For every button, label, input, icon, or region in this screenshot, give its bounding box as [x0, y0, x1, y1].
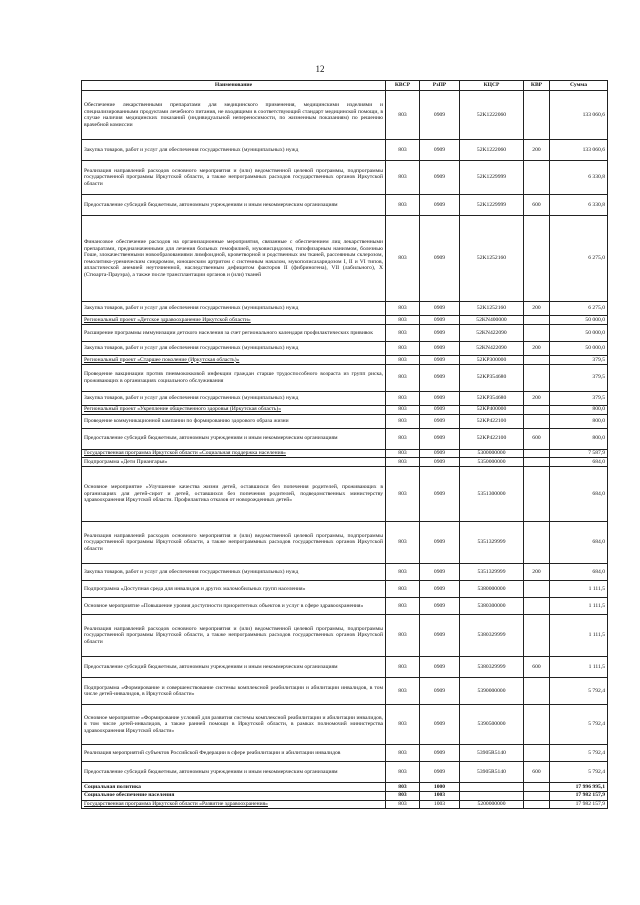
cell-kcsr: 52K1252160 [460, 216, 524, 302]
cell-kvr [524, 91, 550, 140]
cell-kcsr: 52K1222060 [460, 140, 524, 161]
cell-kcsr [460, 783, 524, 792]
cell-kvr: 200 [524, 341, 550, 355]
cell-sum: 5 792,4 [550, 678, 608, 705]
table-row [82, 316, 608, 325]
cell-sum: 800,0 [550, 414, 608, 428]
cell-kvsr: 803 [386, 341, 420, 355]
cell-rzpr: 0909 [420, 302, 460, 316]
cell-kcsr: 5380000000 [460, 581, 524, 598]
cell-rzpr: 0909 [420, 657, 460, 678]
cell-name: Государственная программа Иркутской области «Социальная поддержка населения» [82, 449, 386, 458]
cell-kvr [524, 705, 550, 745]
cell-sum: 1 111,5 [550, 657, 608, 678]
cell-kvsr: 803 [386, 783, 420, 792]
table-row [82, 449, 608, 458]
cell-rzpr: 0909 [420, 341, 460, 355]
cell-sum: 1 111,5 [550, 581, 608, 598]
cell-sum: 17 996 995,1 [550, 783, 608, 792]
cell-rzpr: 0909 [420, 678, 460, 705]
cell-rzpr: 0909 [420, 405, 460, 414]
cell-kvsr: 803 [386, 195, 420, 216]
cell-sum: 133 060,6 [550, 91, 608, 140]
cell-kcsr: 52KN422090 [460, 341, 524, 355]
table-row [82, 598, 608, 615]
cell-sum: 684,0 [550, 458, 608, 467]
cell-kcsr: 5350000000 [460, 458, 524, 467]
table-row [82, 458, 608, 467]
cell-kvr [524, 355, 550, 364]
cell-rzpr: 0909 [420, 414, 460, 428]
cell-sum: 5 792,4 [550, 705, 608, 745]
cell-name: Предоставление субсидий бюджетным, автономным учреждениям и иным некоммерческим организациям [82, 657, 386, 678]
cell-kvsr: 803 [386, 302, 420, 316]
cell-sum: 6 275,0 [550, 216, 608, 302]
table-row [82, 705, 608, 745]
cell-name: Подпрограмма «Дети Приангарья» [82, 458, 386, 467]
cell-kvsr: 803 [386, 91, 420, 140]
cell-kvr [524, 598, 550, 615]
cell-rzpr: 0909 [420, 762, 460, 783]
table-row [82, 391, 608, 405]
cell-kcsr: 5390000000 [460, 678, 524, 705]
cell-kcsr: 52K1229999 [460, 195, 524, 216]
cell-rzpr: 0909 [420, 449, 460, 458]
header-kvsr: КВСР [386, 81, 420, 91]
cell-kvr [524, 316, 550, 325]
cell-sum: 379,5 [550, 364, 608, 391]
cell-rzpr: 0909 [420, 458, 460, 467]
cell-sum: 684,0 [550, 522, 608, 564]
table-row [82, 195, 608, 216]
table-row [82, 302, 608, 316]
cell-kvsr: 803 [386, 657, 420, 678]
cell-kvsr: 803 [386, 791, 420, 800]
cell-kcsr: 5351300000 [460, 467, 524, 522]
cell-kvsr: 803 [386, 161, 420, 195]
cell-rzpr: 0909 [420, 195, 460, 216]
cell-kvsr: 803 [386, 598, 420, 615]
cell-rzpr: 1003 [420, 791, 460, 800]
cell-kcsr: 5380329999 [460, 657, 524, 678]
budget-table [81, 80, 608, 809]
cell-kvr [524, 745, 550, 762]
cell-kvsr: 803 [386, 216, 420, 302]
header-sum: Сумма [550, 81, 608, 91]
header-rzpr: РзПР [420, 81, 460, 91]
cell-name: Социальная политика [82, 783, 386, 792]
cell-kvr [524, 791, 550, 800]
cell-sum: 7 587,9 [550, 449, 608, 458]
cell-rzpr: 0909 [420, 91, 460, 140]
cell-kvsr: 803 [386, 364, 420, 391]
table-row [82, 791, 608, 800]
cell-sum: 50 000,0 [550, 341, 608, 355]
cell-rzpr: 0909 [420, 522, 460, 564]
cell-kcsr: 5351329999 [460, 564, 524, 581]
cell-kcsr: 52KP400000 [460, 405, 524, 414]
cell-kvsr: 803 [386, 678, 420, 705]
table-row [82, 428, 608, 449]
table-body [82, 91, 608, 809]
cell-name: Региональный проект «Укрепление общественного здоровья (Иркутская область)» [82, 405, 386, 414]
cell-name: Расширение программы иммунизации детского населения за счет регионального календаря профилактических прививок [82, 324, 386, 341]
cell-kcsr [460, 791, 524, 800]
cell-kvsr: 803 [386, 745, 420, 762]
cell-name: Реализация мероприятий субъектов Российской Федерации в сфере реабилитации и абилитации инвалидов [82, 745, 386, 762]
cell-kvsr: 803 [386, 705, 420, 745]
cell-name: Региональный проект «Детское здравоохранение Иркутской области» [82, 316, 386, 325]
cell-kvsr: 803 [386, 522, 420, 564]
cell-kcsr: 5300000000 [460, 449, 524, 458]
cell-rzpr: 0909 [420, 216, 460, 302]
cell-kvr [524, 161, 550, 195]
table-row [82, 678, 608, 705]
table-row [82, 341, 608, 355]
cell-kvr [524, 581, 550, 598]
cell-rzpr: 0909 [420, 428, 460, 449]
cell-rzpr: 0909 [420, 745, 460, 762]
cell-sum: 17 982 157,9 [550, 800, 608, 809]
cell-kvr [524, 522, 550, 564]
cell-kvr [524, 449, 550, 458]
cell-sum: 5 792,4 [550, 745, 608, 762]
cell-kcsr: 52KN400000 [460, 316, 524, 325]
cell-kvsr: 803 [386, 564, 420, 581]
cell-name: Реализация направлений расходов основного мероприятия и (или) ведомственной целевой программы, подпрограммы государственной программы Иркутской области, а также непрограммных расходов государственных органов Иркутской области [82, 522, 386, 564]
cell-kvsr: 803 [386, 615, 420, 657]
cell-sum: 684,0 [550, 564, 608, 581]
header-name: Наименование [82, 81, 386, 91]
table-row [82, 467, 608, 522]
cell-kvr [524, 467, 550, 522]
cell-rzpr: 0909 [420, 140, 460, 161]
cell-kvr [524, 324, 550, 341]
cell-rzpr: 0909 [420, 581, 460, 598]
cell-sum: 1 111,5 [550, 615, 608, 657]
cell-kvsr: 803 [386, 762, 420, 783]
cell-sum: 379,5 [550, 391, 608, 405]
cell-sum: 6 330,8 [550, 195, 608, 216]
cell-rzpr: 0909 [420, 324, 460, 341]
cell-kvsr: 803 [386, 800, 420, 809]
cell-kcsr: 52K1229999 [460, 161, 524, 195]
cell-kvr [524, 615, 550, 657]
table-row [82, 783, 608, 792]
cell-kvr: 200 [524, 564, 550, 581]
cell-name: Реализация направлений расходов основного мероприятия и (или) ведомственной целевой программы, подпрограммы государственной программы Иркутской области, а также непрограммных расходов государственных органов Иркутской области [82, 615, 386, 657]
table-row [82, 564, 608, 581]
cell-kvr [524, 414, 550, 428]
cell-rzpr: 0909 [420, 564, 460, 581]
table-row [82, 355, 608, 364]
cell-sum: 6 330,8 [550, 161, 608, 195]
cell-name: Государственная программа Иркутской области «Развитие здравоохранения» [82, 800, 386, 809]
cell-kcsr: 52KN422090 [460, 324, 524, 341]
cell-kvr [524, 800, 550, 809]
cell-name: Подпрограмма «Формирование и совершенствование системы комплексной реабилитации и абилитации инвалидов, в том числе детей-инвалидов, в Иркутской области» [82, 678, 386, 705]
cell-sum: 17 982 157,9 [550, 791, 608, 800]
cell-kcsr: 53905R5140 [460, 762, 524, 783]
cell-kvr: 200 [524, 391, 550, 405]
cell-name: Основное мероприятие «Улучшение качества жизни детей, оставшихся без попечения родителей, проживающих в организациях для детей-сирот и детей, оставшихся без попечения родителей, подведомственных министерству здравоохранения Иркутской области. Профилактика отказов от новорожденных детей» [82, 467, 386, 522]
cell-name: Закупка товаров, работ и услуг для обеспечения государственных (муниципальных) нужд [82, 391, 386, 405]
cell-name: Основное мероприятие «Формирование условий для развития системы комплексной реабилитации и абилитации инвалидов, в том числе детей-инвалидов, а также ранней помощи в Иркутской области, в рамках полномочий министерства здравоохранения Иркутской области» [82, 705, 386, 745]
cell-kcsr: 52KP354680 [460, 391, 524, 405]
table-row [82, 216, 608, 302]
cell-kcsr: 52KP354680 [460, 364, 524, 391]
cell-kvsr: 803 [386, 467, 420, 522]
cell-sum: 684,0 [550, 467, 608, 522]
cell-kvr: 600 [524, 195, 550, 216]
table-row [82, 405, 608, 414]
page-number: 12 [315, 64, 325, 74]
table-row [82, 140, 608, 161]
cell-rzpr: 0909 [420, 391, 460, 405]
cell-kvsr: 803 [386, 355, 420, 364]
cell-kvr: 200 [524, 302, 550, 316]
cell-name: Реализация направлений расходов основного мероприятия и (или) ведомственной целевой программы, подпрограммы государственной программы Иркутской области, а также непрограммных расходов государственных органов Иркутской области [82, 161, 386, 195]
cell-name: Закупка товаров, работ и услуг для обеспечения государственных (муниципальных) нужд [82, 564, 386, 581]
cell-kvsr: 803 [386, 581, 420, 598]
cell-name: Подпрограмма «Доступная среда для инвалидов и других маломобильных групп населения» [82, 581, 386, 598]
cell-kvr: 200 [524, 140, 550, 161]
cell-name: Закупка товаров, работ и услуг для обеспечения государственных (муниципальных) нужд [82, 140, 386, 161]
cell-name: Закупка товаров, работ и услуг для обеспечения государственных (муниципальных) нужд [82, 341, 386, 355]
cell-kvsr: 803 [386, 316, 420, 325]
cell-name: Проведение вакцинации против пневмококковой инфекции граждан старше трудоспособного возраста из групп риска, проживающих в организациях социального обслуживания [82, 364, 386, 391]
cell-kvr [524, 405, 550, 414]
cell-kvr: 600 [524, 428, 550, 449]
cell-sum: 50 000,0 [550, 324, 608, 341]
cell-rzpr: 0909 [420, 355, 460, 364]
cell-rzpr: 0909 [420, 364, 460, 391]
cell-sum: 5 792,4 [550, 762, 608, 783]
cell-rzpr: 0909 [420, 615, 460, 657]
cell-kcsr: 52KP300000 [460, 355, 524, 364]
cell-kvr [524, 458, 550, 467]
cell-kcsr: 5390500000 [460, 705, 524, 745]
table-row [82, 581, 608, 598]
cell-rzpr: 1000 [420, 783, 460, 792]
header-kcsr: КЦСР [460, 81, 524, 91]
cell-name: Социальное обеспечение населения [82, 791, 386, 800]
cell-kvr [524, 216, 550, 302]
cell-kcsr: 5351329999 [460, 522, 524, 564]
table-row [82, 657, 608, 678]
cell-kvsr: 803 [386, 458, 420, 467]
cell-kvsr: 803 [386, 428, 420, 449]
table-row [82, 522, 608, 564]
table-row [82, 800, 608, 809]
cell-kvsr: 803 [386, 414, 420, 428]
cell-name: Предоставление субсидий бюджетным, автономным учреждениям и иным некоммерческим организациям [82, 428, 386, 449]
cell-kvsr: 803 [386, 405, 420, 414]
cell-sum: 50 000,0 [550, 316, 608, 325]
cell-kvr: 600 [524, 657, 550, 678]
cell-kcsr: 5200000000 [460, 800, 524, 809]
table-row [82, 91, 608, 140]
header-kvr: КВР [524, 81, 550, 91]
cell-kcsr: 5380329999 [460, 615, 524, 657]
cell-rzpr: 1003 [420, 800, 460, 809]
cell-sum: 133 060,6 [550, 140, 608, 161]
cell-kcsr: 53905R5140 [460, 745, 524, 762]
cell-kvr [524, 678, 550, 705]
cell-kvsr: 803 [386, 391, 420, 405]
cell-rzpr: 0909 [420, 598, 460, 615]
cell-name: Обеспечение лекарственными препаратами для медицинского применения, медицинскими изделиями и специализированными продуктами лечебного питания, не входящими в соответствующий стандарт медицинской помощи, в случае наличия медицинских показаний (индивидуальной непереносимости, по жизненным показаниям) по решению врачебной комиссии [82, 91, 386, 140]
cell-name: Основное мероприятие «Повышение уровня доступности приоритетных объектов и услуг в сфере здравоохранения» [82, 598, 386, 615]
cell-rzpr: 0909 [420, 467, 460, 522]
cell-rzpr: 0909 [420, 161, 460, 195]
cell-name: Финансовое обеспечение расходов на организационные мероприятия, связанные с обеспечением лиц лекарственными препаратами, предназначенными для лечения больных гемофилией, муковисцидозом, гипофизарным нанизмом, болезнью Гоше, злокачественными новообразованиями лимфоидной, кроветворной и родственных им тканей, рассеянным склерозом, гемолитико-уремическим синдромом, юношеским артритом с системным началом, мукополисахаридозом I, II и VI типов, апластической анемией неуточненной, наследственным дефицитом факторов II (фибриногена), VII (лабильного), X (Стюарта-Прауэра), а также после трансплантации органов и (или) тканей [82, 216, 386, 302]
cell-rzpr: 0909 [420, 316, 460, 325]
table-row [82, 414, 608, 428]
cell-kcsr: 52KP422100 [460, 414, 524, 428]
cell-kvsr: 803 [386, 140, 420, 161]
cell-sum: 6 275,0 [550, 302, 608, 316]
cell-kvr: 600 [524, 762, 550, 783]
cell-name: Предоставление субсидий бюджетным, автономным учреждениям и иным некоммерческим организациям [82, 195, 386, 216]
cell-kcsr: 52K1222060 [460, 91, 524, 140]
cell-kvr [524, 364, 550, 391]
cell-kvsr: 803 [386, 449, 420, 458]
cell-kvsr: 803 [386, 324, 420, 341]
table-row [82, 324, 608, 341]
cell-kcsr: 5380300000 [460, 598, 524, 615]
table-row [82, 161, 608, 195]
cell-sum: 379,5 [550, 355, 608, 364]
cell-kcsr: 52KP422100 [460, 428, 524, 449]
cell-name: Закупка товаров, работ и услуг для обеспечения государственных (муниципальных) нужд [82, 302, 386, 316]
cell-sum: 1 111,5 [550, 598, 608, 615]
table-header-row [82, 81, 608, 91]
table-row [82, 745, 608, 762]
cell-sum: 800,0 [550, 405, 608, 414]
table-row [82, 762, 608, 783]
cell-kcsr: 52K1252160 [460, 302, 524, 316]
table-row [82, 364, 608, 391]
cell-name: Предоставление субсидий бюджетным, автономным учреждениям и иным некоммерческим организациям [82, 762, 386, 783]
cell-name: Проведение коммуникационной кампании по формированию здорового образа жизни [82, 414, 386, 428]
cell-kvr [524, 783, 550, 792]
cell-sum: 800,0 [550, 428, 608, 449]
cell-name: Региональный проект «Старшее поколение (Иркутская область)» [82, 355, 386, 364]
table-row [82, 615, 608, 657]
cell-rzpr: 0909 [420, 705, 460, 745]
